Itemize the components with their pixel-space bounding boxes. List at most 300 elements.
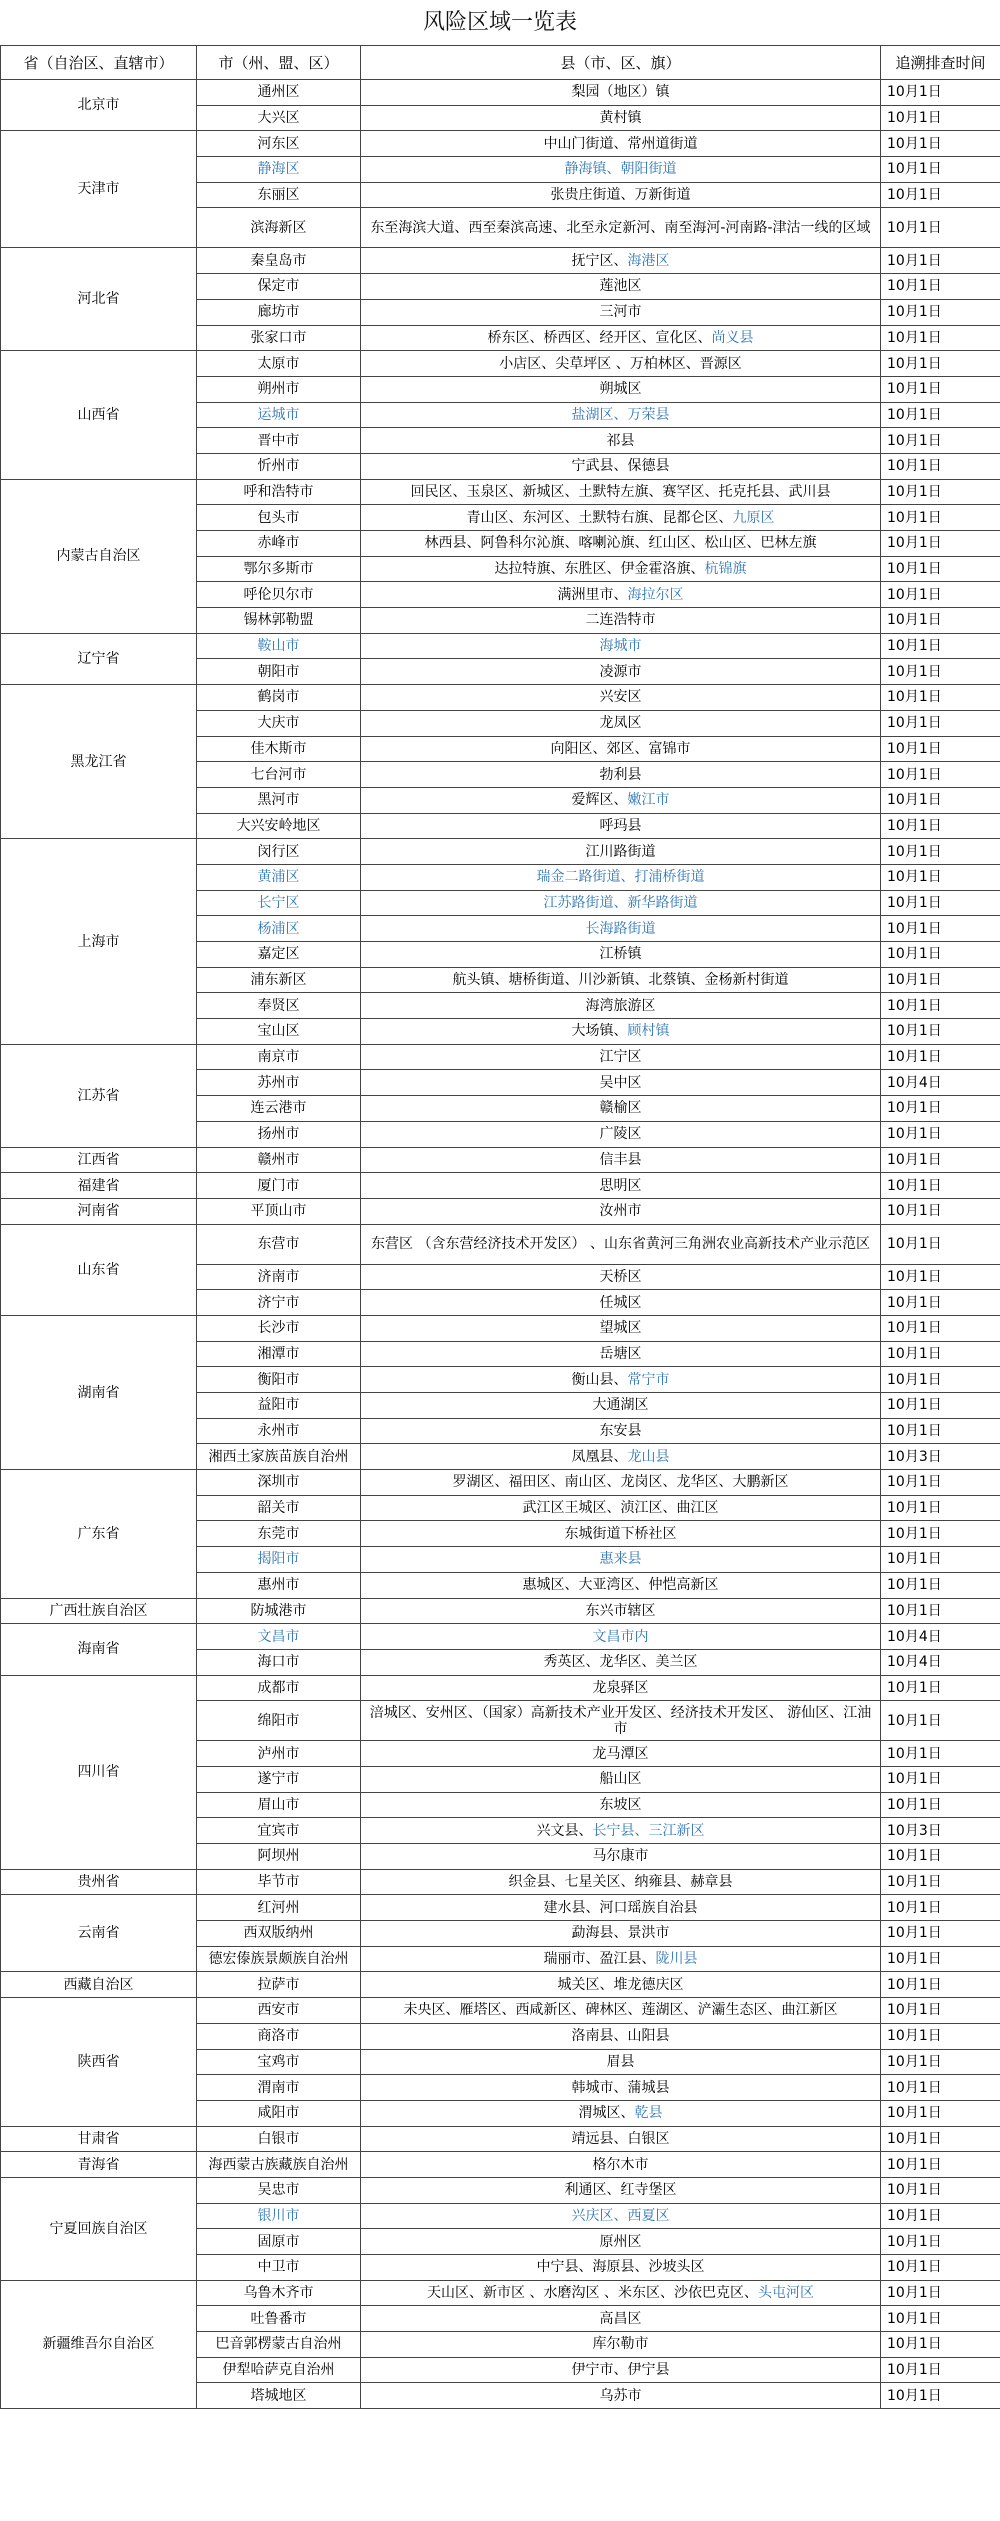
county-text: 勃利县 <box>599 766 642 783</box>
county-highlight-text: 乾县 <box>634 2105 663 2122</box>
county-cell <box>361 1598 881 1624</box>
time-cell: 10月1日 <box>881 2126 1000 2152</box>
county-text: 东至海滨大道、西至秦滨高速、北至永定新河、南至海河-河南路-津沽一线的区域 <box>370 219 871 236</box>
table-body <box>1 80 1000 2409</box>
county-text: 建水县、河口瑶族自治县 <box>543 1899 698 1916</box>
province-cell: 广东省 <box>1 1470 197 1598</box>
city-cell: 南京市 <box>197 1044 361 1070</box>
county-highlight-text: 杭锦旗 <box>704 561 747 578</box>
city-cell: 海西蒙古族藏族自治州 <box>197 2152 361 2178</box>
city-cell: 锡林郭勒盟 <box>197 608 361 634</box>
time-cell: 10月1日 <box>881 1844 1000 1870</box>
time-cell: 10月1日 <box>881 813 1000 839</box>
city-cell: 奉贤区 <box>197 993 361 1019</box>
county-cell <box>361 1147 881 1173</box>
city-cell: 咸阳市 <box>197 2100 361 2126</box>
county-highlight-text: 头屯河区 <box>757 2285 814 2302</box>
county-text: 思明区 <box>599 1177 642 1194</box>
city-cell: 七台河市 <box>197 762 361 788</box>
province-cell: 甘肃省 <box>1 2126 197 2152</box>
county-cell <box>361 1844 881 1870</box>
province-cell: 上海市 <box>1 839 197 1045</box>
county-text: 青山区、东河区、土默特右旗、昆都仑区、 <box>466 509 733 526</box>
table-row <box>1 1869 1000 1895</box>
header-province: 省（自治区、直辖市） <box>1 46 197 80</box>
county-text: 乌苏市 <box>599 2387 642 2404</box>
county-text: 林西县、阿鲁科尔沁旗、喀喇沁旗、红山区、松山区、巴林左旗 <box>424 535 817 552</box>
city-cell: 遂宁市 <box>197 1766 361 1792</box>
time-cell: 10月1日 <box>881 1173 1000 1199</box>
city-cell: 巴音郭楞蒙古自治州 <box>197 2332 361 2358</box>
county-cell <box>361 967 881 993</box>
county-highlight-text: 常宁市 <box>627 1371 670 1388</box>
county-highlight-text: 陇川县 <box>655 1951 698 1968</box>
county-text: 靖远县、白银区 <box>571 2130 670 2147</box>
county-cell <box>361 1572 881 1598</box>
county-text: 眉县 <box>606 2053 635 2070</box>
city-cell: 惠州市 <box>197 1572 361 1598</box>
county-cell <box>361 1869 881 1895</box>
province-cell: 山东省 <box>1 1224 197 1315</box>
county-text: 文昌市内 <box>592 1628 649 1645</box>
table-row <box>1 1624 1000 1650</box>
county-text: 海湾旅游区 <box>585 997 656 1014</box>
city-cell: 毕节市 <box>197 1869 361 1895</box>
county-text: 汝州市 <box>599 1203 642 1220</box>
city-cell: 苏州市 <box>197 1070 361 1096</box>
county-text: 惠来县 <box>599 1551 642 1568</box>
county-text: 二连浩特市 <box>585 612 656 629</box>
county-text: 凌源市 <box>599 663 642 680</box>
county-text: 格尔木市 <box>592 2156 649 2173</box>
county-text: 江宁区 <box>599 1049 642 1066</box>
time-cell: 10月1日 <box>881 633 1000 659</box>
city-cell: 银川市 <box>197 2203 361 2229</box>
time-cell: 10月1日 <box>881 659 1000 685</box>
county-text: 东坡区 <box>599 1796 642 1813</box>
county-text: 武江区王城区、浈江区、曲江区 <box>522 1500 719 1517</box>
time-cell: 10月1日 <box>881 248 1000 274</box>
time-cell: 10月1日 <box>881 916 1000 942</box>
city-cell: 东莞市 <box>197 1521 361 1547</box>
county-cell <box>361 1070 881 1096</box>
county-text: 衡山县、 <box>571 1371 628 1388</box>
county-cell <box>361 351 881 377</box>
table-row <box>1 479 1000 505</box>
county-cell <box>361 1701 881 1741</box>
time-cell: 10月1日 <box>881 1701 1000 1741</box>
table-row <box>1 2126 1000 2152</box>
city-cell: 成都市 <box>197 1675 361 1701</box>
county-text: 莲池区 <box>599 278 642 295</box>
county-cell <box>361 1741 881 1767</box>
county-cell <box>361 1224 881 1264</box>
county-text: 织金县、七星关区、纳雍县、赫章县 <box>508 1874 733 1891</box>
city-cell: 运城市 <box>197 402 361 428</box>
time-cell: 10月1日 <box>881 1741 1000 1767</box>
city-cell: 平顶山市 <box>197 1198 361 1224</box>
time-cell: 10月1日 <box>881 105 1000 131</box>
county-highlight-text: 海拉尔区 <box>627 586 684 603</box>
county-cell <box>361 659 881 685</box>
time-cell: 10月1日 <box>881 2383 1000 2409</box>
county-cell <box>361 2049 881 2075</box>
county-text: 惠城区、大亚湾区、仲恺高新区 <box>522 1577 719 1594</box>
county-highlight-text: 海港区 <box>627 252 670 269</box>
county-cell <box>361 428 881 454</box>
time-cell: 10月1日 <box>881 787 1000 813</box>
time-cell: 10月1日 <box>881 608 1000 634</box>
county-cell <box>361 736 881 762</box>
city-cell: 大兴安岭地区 <box>197 813 361 839</box>
city-cell: 永州市 <box>197 1418 361 1444</box>
county-text: 天山区、新市区 、水磨沟区 、米东区、沙依巴克区、 <box>427 2285 758 2302</box>
city-cell: 衡阳市 <box>197 1367 361 1393</box>
time-cell: 10月1日 <box>881 942 1000 968</box>
county-text: 龙马潭区 <box>592 1745 649 1762</box>
county-cell <box>361 2177 881 2203</box>
time-cell: 10月1日 <box>881 1224 1000 1264</box>
time-cell: 10月1日 <box>881 1290 1000 1316</box>
province-cell: 广西壮族自治区 <box>1 1598 197 1624</box>
time-cell: 10月1日 <box>881 402 1000 428</box>
city-cell: 渭南市 <box>197 2075 361 2101</box>
city-cell: 大庆市 <box>197 710 361 736</box>
county-text: 回民区、玉泉区、新城区、土默特左旗、赛罕区、托克托县、武川县 <box>410 483 831 500</box>
city-cell: 张家口市 <box>197 325 361 351</box>
time-cell: 10月1日 <box>881 2255 1000 2281</box>
city-cell: 长宁区 <box>197 890 361 916</box>
county-cell <box>361 402 881 428</box>
county-cell <box>361 1521 881 1547</box>
table-row <box>1 1598 1000 1624</box>
county-text: 兴文县、 <box>536 1822 593 1839</box>
city-cell: 秦皇岛市 <box>197 248 361 274</box>
time-cell: 10月1日 <box>881 1869 1000 1895</box>
city-cell: 中卫市 <box>197 2255 361 2281</box>
city-cell: 嘉定区 <box>197 942 361 968</box>
city-cell: 赣州市 <box>197 1147 361 1173</box>
city-cell: 济南市 <box>197 1264 361 1290</box>
county-cell <box>361 942 881 968</box>
county-cell <box>361 182 881 208</box>
county-text: 航头镇、塘桥街道、川沙新镇、北蔡镇、金杨新村街道 <box>452 972 789 989</box>
city-cell: 忻州市 <box>197 453 361 479</box>
city-cell: 阿坝州 <box>197 1844 361 1870</box>
county-cell <box>361 1649 881 1675</box>
time-cell: 10月1日 <box>881 1264 1000 1290</box>
county-text: 赣榆区 <box>599 1100 642 1117</box>
province-cell: 西藏自治区 <box>1 1972 197 1998</box>
province-cell: 贵州省 <box>1 1869 197 1895</box>
county-highlight-text: 嫩江市 <box>627 792 670 809</box>
province-cell: 黑龙江省 <box>1 685 197 839</box>
province-cell: 江苏省 <box>1 1044 197 1147</box>
county-cell <box>361 1921 881 1947</box>
time-cell: 10月1日 <box>881 428 1000 454</box>
province-cell: 新疆维吾尔自治区 <box>1 2280 197 2408</box>
county-cell <box>361 157 881 183</box>
time-cell: 10月1日 <box>881 182 1000 208</box>
table-row <box>1 1998 1000 2024</box>
time-cell: 10月1日 <box>881 1019 1000 1045</box>
county-highlight-text: 长宁县、三江新区 <box>592 1822 705 1839</box>
county-text: 桥东区、桥西区、经开区、宣化区、 <box>487 329 712 346</box>
county-text: 信丰县 <box>599 1151 642 1168</box>
county-text: 望城区 <box>599 1320 642 1337</box>
county-text: 宁武县、保德县 <box>571 458 670 475</box>
city-cell: 德宏傣族景颇族自治州 <box>197 1946 361 1972</box>
county-cell <box>361 633 881 659</box>
county-cell <box>361 1418 881 1444</box>
county-text: 中宁县、海原县、沙坡头区 <box>536 2259 705 2276</box>
time-cell: 10月1日 <box>881 839 1000 865</box>
county-text: 岳塘区 <box>599 1345 642 1362</box>
county-cell <box>361 762 881 788</box>
county-cell <box>361 582 881 608</box>
county-text: 江苏路街道、新华路街道 <box>543 894 698 911</box>
time-cell: 10月1日 <box>881 1096 1000 1122</box>
time-cell: 10月1日 <box>881 80 1000 106</box>
time-cell: 10月1日 <box>881 376 1000 402</box>
table-row <box>1 2177 1000 2203</box>
time-cell: 10月1日 <box>881 2229 1000 2255</box>
time-cell: 10月1日 <box>881 1393 1000 1419</box>
city-cell: 黄浦区 <box>197 864 361 890</box>
city-cell: 大兴区 <box>197 105 361 131</box>
time-cell: 10月1日 <box>881 531 1000 557</box>
time-cell: 10月3日 <box>881 1818 1000 1844</box>
city-cell: 眉山市 <box>197 1792 361 1818</box>
time-cell: 10月1日 <box>881 1792 1000 1818</box>
county-text: 中山门街道、常州道街道 <box>543 135 698 152</box>
county-text: 张贵庄街道、万新街道 <box>550 187 691 204</box>
city-cell: 绵阳市 <box>197 1701 361 1741</box>
county-cell <box>361 1998 881 2024</box>
header-city: 市（州、盟、区） <box>197 46 361 80</box>
city-cell: 固原市 <box>197 2229 361 2255</box>
county-text: 高昌区 <box>599 2310 642 2327</box>
table-row <box>1 1173 1000 1199</box>
time-cell: 10月4日 <box>881 1070 1000 1096</box>
county-text: 满洲里市、 <box>557 586 628 603</box>
city-cell: 静海区 <box>197 157 361 183</box>
county-cell <box>361 1367 881 1393</box>
province-cell: 辽宁省 <box>1 633 197 684</box>
province-cell: 内蒙古自治区 <box>1 479 197 633</box>
table-row <box>1 1147 1000 1173</box>
city-cell: 益阳市 <box>197 1393 361 1419</box>
county-cell <box>361 993 881 1019</box>
time-cell: 10月1日 <box>881 274 1000 300</box>
header-time: 追溯排查时间 <box>881 46 1000 80</box>
city-cell: 湘潭市 <box>197 1341 361 1367</box>
time-cell: 10月1日 <box>881 1121 1000 1147</box>
time-cell: 10月4日 <box>881 1624 1000 1650</box>
county-cell <box>361 479 881 505</box>
time-cell: 10月1日 <box>881 762 1000 788</box>
time-cell: 10月3日 <box>881 1444 1000 1470</box>
county-highlight-text: 龙山县 <box>627 1448 670 1465</box>
time-cell: 10月1日 <box>881 2177 1000 2203</box>
time-cell: 10月1日 <box>881 864 1000 890</box>
province-cell: 海南省 <box>1 1624 197 1675</box>
city-cell: 黑河市 <box>197 787 361 813</box>
county-cell <box>361 531 881 557</box>
province-cell: 河南省 <box>1 1198 197 1224</box>
time-cell: 10月1日 <box>881 1147 1000 1173</box>
time-cell: 10月1日 <box>881 2023 1000 2049</box>
county-cell <box>361 2100 881 2126</box>
county-cell <box>361 1315 881 1341</box>
county-text: 静海镇、朝阳街道 <box>564 161 677 178</box>
city-cell: 鹤岗市 <box>197 685 361 711</box>
table-row <box>1 1675 1000 1701</box>
county-cell <box>361 325 881 351</box>
city-cell: 红河州 <box>197 1895 361 1921</box>
time-cell: 10月4日 <box>881 1649 1000 1675</box>
county-text: 渭城区、 <box>578 2105 635 2122</box>
header-county: 县（市、区、旗） <box>361 46 881 80</box>
city-cell: 塔城地区 <box>197 2383 361 2409</box>
city-cell: 商洛市 <box>197 2023 361 2049</box>
county-text: 海城市 <box>599 638 642 655</box>
county-cell <box>361 1341 881 1367</box>
time-cell: 10月1日 <box>881 2100 1000 2126</box>
table-header <box>1 46 1000 80</box>
county-text: 洛南县、山阳县 <box>571 2028 670 2045</box>
county-text: 凤凰县、 <box>571 1448 628 1465</box>
county-cell <box>361 1946 881 1972</box>
county-cell <box>361 1198 881 1224</box>
city-cell: 揭阳市 <box>197 1547 361 1573</box>
city-cell: 宝鸡市 <box>197 2049 361 2075</box>
county-text: 利通区、红寺堡区 <box>564 2182 677 2199</box>
table-row <box>1 1972 1000 1998</box>
county-text: 龙凤区 <box>599 715 642 732</box>
county-cell <box>361 376 881 402</box>
table-row <box>1 1198 1000 1224</box>
time-cell: 10月1日 <box>881 890 1000 916</box>
province-cell: 四川省 <box>1 1675 197 1869</box>
time-cell: 10月1日 <box>881 1766 1000 1792</box>
table-row <box>1 633 1000 659</box>
county-text: 勐海县、景洪市 <box>571 1925 670 1942</box>
county-cell <box>361 208 881 248</box>
city-cell: 鞍山市 <box>197 633 361 659</box>
county-text: 吴中区 <box>599 1074 642 1091</box>
county-text: 黄村镇 <box>599 110 642 127</box>
time-cell: 10月1日 <box>881 2332 1000 2358</box>
county-cell <box>361 1818 881 1844</box>
time-cell: 10月1日 <box>881 1198 1000 1224</box>
time-cell: 10月1日 <box>881 453 1000 479</box>
city-cell: 吴忠市 <box>197 2177 361 2203</box>
county-text: 城关区、堆龙德庆区 <box>557 1976 684 1993</box>
county-text: 达拉特旗、东胜区、伊金霍洛旗、 <box>494 561 705 578</box>
time-cell: 10月1日 <box>881 1044 1000 1070</box>
city-cell: 包头市 <box>197 505 361 531</box>
county-text: 秀英区、龙华区、美兰区 <box>543 1654 698 1671</box>
county-cell <box>361 2280 881 2306</box>
county-cell <box>361 2229 881 2255</box>
county-text: 大场镇、 <box>571 1023 628 1040</box>
county-cell <box>361 2023 881 2049</box>
county-text: 长海路街道 <box>585 920 656 937</box>
time-cell: 10月1日 <box>881 2306 1000 2332</box>
table-row <box>1 248 1000 274</box>
county-text: 罗湖区、福田区、南山区、龙岗区、龙华区、大鹏新区 <box>452 1474 789 1491</box>
county-cell <box>361 1173 881 1199</box>
risk-area-table <box>0 45 1000 2409</box>
county-text: 爱辉区、 <box>571 792 628 809</box>
county-cell <box>361 2255 881 2281</box>
county-text: 瑞金二路街道、打浦桥街道 <box>536 869 705 886</box>
city-cell: 河东区 <box>197 131 361 157</box>
province-cell: 天津市 <box>1 131 197 248</box>
city-cell: 乌鲁木齐市 <box>197 2280 361 2306</box>
county-cell <box>361 2152 881 2178</box>
county-cell <box>361 608 881 634</box>
county-text: 三河市 <box>599 304 642 321</box>
county-cell <box>361 787 881 813</box>
province-cell: 湖南省 <box>1 1315 197 1469</box>
county-cell <box>361 274 881 300</box>
province-cell: 河北省 <box>1 248 197 351</box>
county-cell <box>361 1675 881 1701</box>
county-cell <box>361 710 881 736</box>
time-cell: 10月1日 <box>881 299 1000 325</box>
time-cell: 10月1日 <box>881 1921 1000 1947</box>
time-cell: 10月1日 <box>881 556 1000 582</box>
county-cell <box>361 1096 881 1122</box>
county-text: 库尔勒市 <box>592 2336 649 2353</box>
province-cell: 陕西省 <box>1 1998 197 2126</box>
county-text: 未央区、雁塔区、西咸新区、碑林区、莲湖区、浐灞生态区、曲江新区 <box>403 2002 838 2019</box>
city-cell: 晋中市 <box>197 428 361 454</box>
county-text: 江桥镇 <box>599 946 642 963</box>
county-text: 梨园（地区）镇 <box>571 84 670 101</box>
county-cell <box>361 864 881 890</box>
county-cell <box>361 1547 881 1573</box>
time-cell: 10月1日 <box>881 208 1000 248</box>
table-row <box>1 839 1000 865</box>
county-cell <box>361 505 881 531</box>
county-highlight-text: 九原区 <box>732 509 775 526</box>
city-cell: 鄂尔多斯市 <box>197 556 361 582</box>
city-cell: 泸州市 <box>197 1741 361 1767</box>
time-cell: 10月1日 <box>881 710 1000 736</box>
city-cell: 浦东新区 <box>197 967 361 993</box>
county-cell <box>361 1495 881 1521</box>
county-cell <box>361 2203 881 2229</box>
county-cell <box>361 2357 881 2383</box>
county-text: 韩城市、蒲城县 <box>571 2079 670 2096</box>
time-cell: 10月1日 <box>881 157 1000 183</box>
table-row <box>1 80 1000 106</box>
city-cell: 防城港市 <box>197 1598 361 1624</box>
county-text: 江川路街道 <box>585 843 656 860</box>
county-cell <box>361 685 881 711</box>
time-cell: 10月1日 <box>881 1675 1000 1701</box>
city-cell: 宜宾市 <box>197 1818 361 1844</box>
city-cell: 吐鲁番市 <box>197 2306 361 2332</box>
city-cell: 西双版纳州 <box>197 1921 361 1947</box>
city-cell: 东营市 <box>197 1224 361 1264</box>
province-cell: 宁夏回族自治区 <box>1 2177 197 2280</box>
province-cell: 江西省 <box>1 1147 197 1173</box>
county-text: 呼玛县 <box>599 817 642 834</box>
